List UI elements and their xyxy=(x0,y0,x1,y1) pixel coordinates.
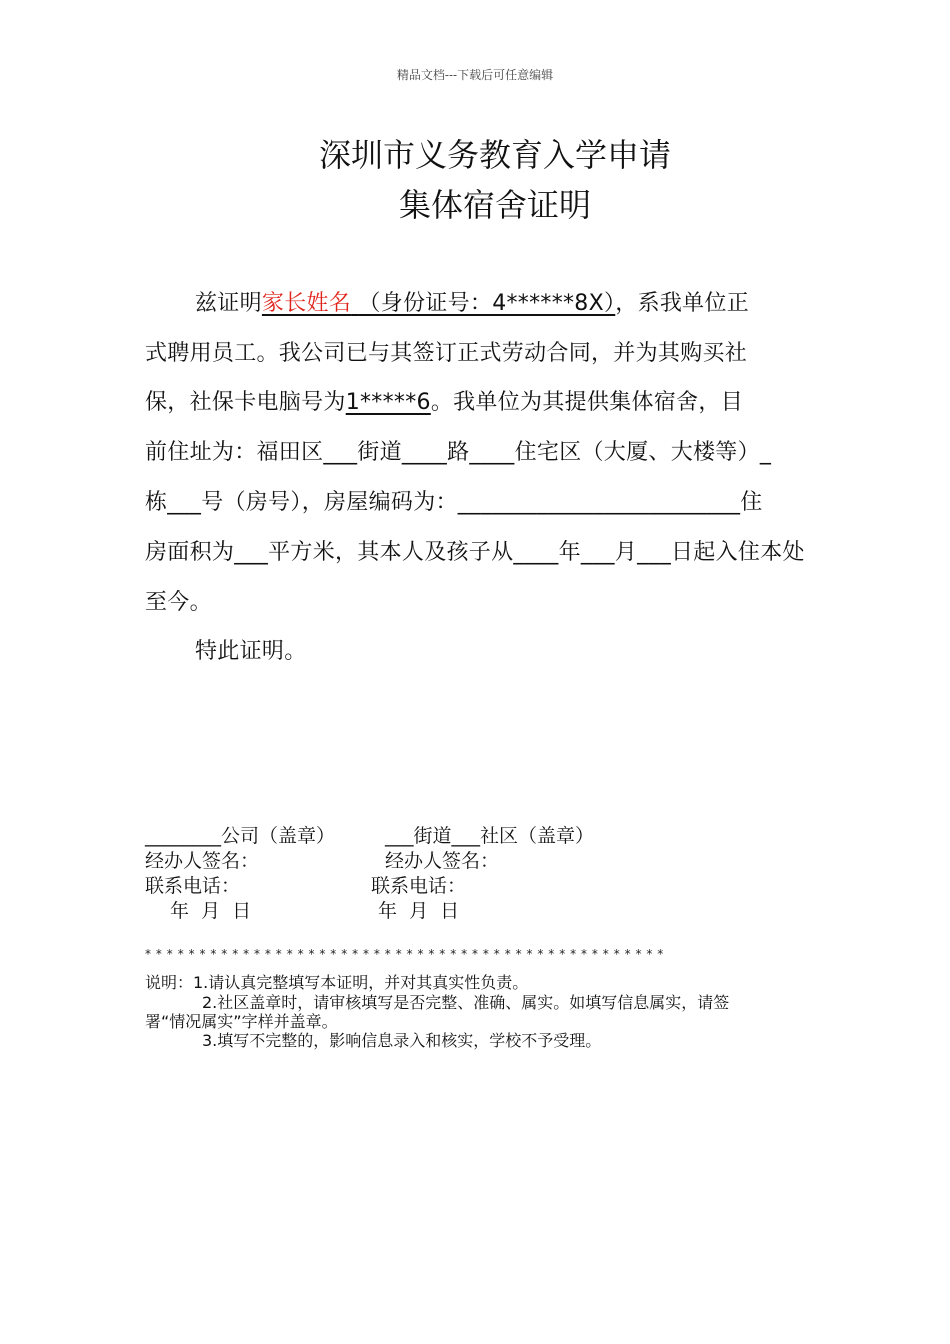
company-phone: 联系电话： xyxy=(145,875,241,897)
parent-name: 家长姓名 xyxy=(261,291,352,316)
company-date: 年 月 日 xyxy=(170,900,252,922)
body-line-5: 栋___号（房号），房屋编码为：_________________________住 xyxy=(145,490,763,515)
community-seal: ___街道___社区（盖章） xyxy=(385,825,595,847)
document-title: 深圳市义务教育入学申请 xyxy=(318,136,671,174)
community-handler-signature: 经办人签名： xyxy=(385,850,500,872)
body-line-1 xyxy=(195,286,749,317)
document-subtitle: 集体宿舍证明 xyxy=(398,186,591,224)
body-suffix: ，系我单位正 xyxy=(615,291,750,316)
body-line-3 xyxy=(145,385,743,416)
body-suffix: 。我单位为其提供集体宿舍，目 xyxy=(430,390,744,415)
divider-stars: ************************************************ xyxy=(145,947,669,961)
parent-field xyxy=(262,291,615,316)
body-prefix: 保，社保卡电脑号为 xyxy=(145,390,346,415)
closing-statement: 特此证明。 xyxy=(195,639,307,664)
page-header: 精品文档---下载后可任意编辑 xyxy=(396,68,554,82)
company-seal: ________公司（盖章） xyxy=(145,825,336,847)
body-prefix: 兹证明 xyxy=(195,291,262,316)
body-line-7: 至今。 xyxy=(145,590,212,615)
note-2-continued: 署“情况属实”字样并盖章。 xyxy=(145,1012,338,1031)
community-phone: 联系电话： xyxy=(371,875,467,897)
body-line-2: 式聘用员工。我公司已与其签订正式劳动合同，并为其购买社 xyxy=(145,341,748,366)
note-3: 3.填写不完整的，影响信息录入和核实，学校不予受理。 xyxy=(202,1031,602,1050)
note-2: 2.社区盖章时，请审核填写是否完整、准确、属实。如填写信息属实，请签 xyxy=(202,993,730,1012)
community-date: 年 月 日 xyxy=(378,900,460,922)
note-1: 说明：1.请认真完整填写本证明，并对其真实性负责。 xyxy=(145,973,529,992)
body-line-6: 房面积为___平方米，其本人及孩子从____年___月___日起入住本处 xyxy=(145,540,805,565)
id-number: （身份证号：4******8X） xyxy=(358,291,616,316)
company-handler-signature: 经办人签名： xyxy=(145,850,260,872)
body-line-4: 前住址为：福田区___街道____路____住宅区（大厦、大楼等）_ xyxy=(145,440,772,465)
social-security-number: 1*****6 xyxy=(345,390,431,415)
